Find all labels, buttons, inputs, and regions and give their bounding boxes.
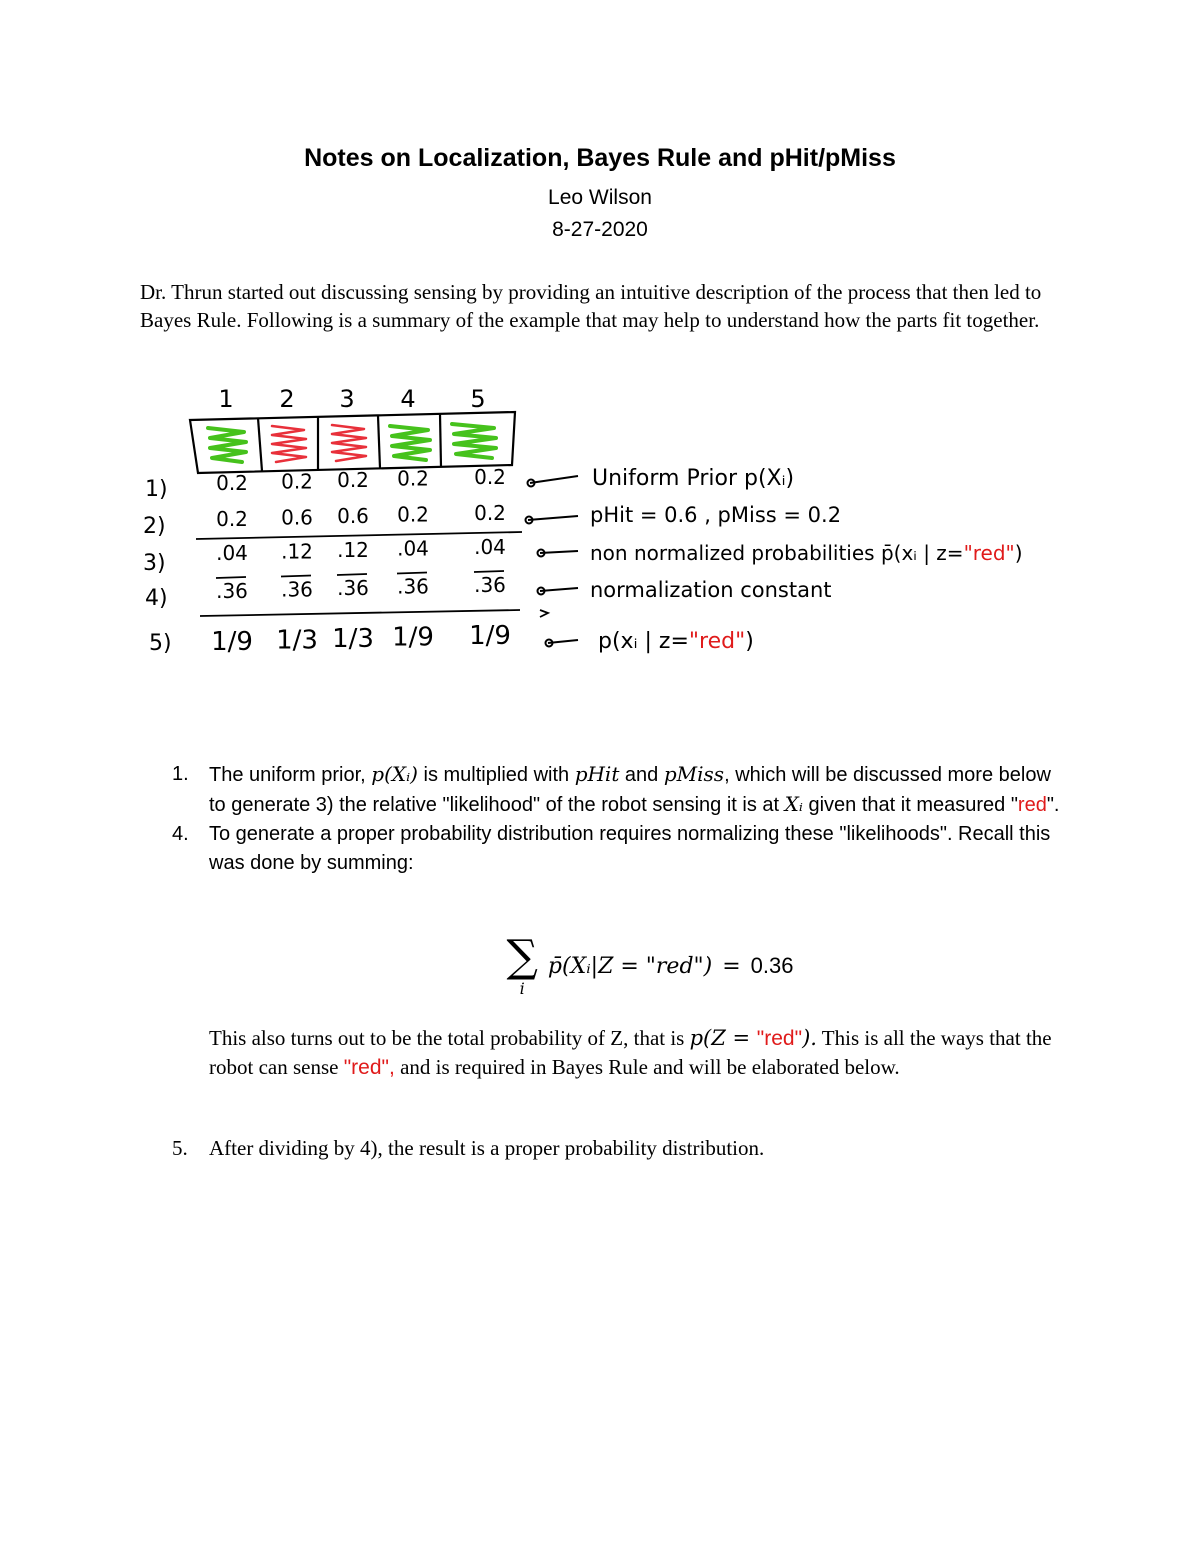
cell-divider	[378, 416, 380, 468]
sketch-value: .36	[337, 576, 369, 600]
list-item-text	[209, 760, 1072, 820]
list-item-text: After dividing by 4), the result is a proper probability distribution.	[209, 1136, 765, 1160]
row-note: Uniform Prior p(Xᵢ)	[592, 466, 795, 491]
text-run: The uniform prior,	[209, 764, 372, 786]
list-number: 4.	[172, 823, 189, 845]
numbered-list	[172, 760, 1072, 878]
green-cell-scribble	[208, 428, 246, 462]
math-phit: pHit	[574, 762, 620, 786]
arrow	[540, 551, 578, 553]
red-word: "red"	[756, 1027, 803, 1050]
sketch-value: 1/9	[211, 627, 253, 657]
sketch-value: 0.2	[397, 466, 429, 491]
row-label: 3)	[143, 551, 166, 576]
sketch-value: 0.2	[216, 471, 248, 495]
list-number: 5.	[172, 1136, 188, 1160]
text-run: given that it measured "	[802, 794, 1018, 816]
list-item-text: To generate a proper probability distribution requires normalizing these "likelihoods". Recall this was done by summing:	[209, 823, 1051, 874]
arrow	[530, 476, 578, 483]
green-cell-scribble	[390, 426, 430, 460]
cell-number: 2	[279, 385, 295, 413]
document-date: 8-27-2020	[552, 218, 648, 241]
list-item-1	[172, 760, 1072, 820]
math-p-xi: p(Xᵢ)	[371, 762, 418, 786]
red-cell-scribble	[332, 425, 366, 461]
sketch-value: .36	[281, 577, 313, 602]
row-label: 1)	[145, 477, 168, 502]
red-word: "red",	[343, 1056, 395, 1079]
list-item-5	[172, 1134, 1072, 1162]
sketch-value: .04	[397, 536, 429, 561]
handwritten-diagram	[0, 370, 1200, 680]
sketch-value: 0.6	[337, 504, 369, 528]
sketch-value: .36	[474, 573, 506, 597]
sigma-block	[506, 931, 538, 998]
intro-paragraph: Dr. Thrun started out discussing sensing by providing an intuitive description of the process that then led to Bayes Rule. Following is a summary of the example that may help to understand how the parts fit together.	[140, 280, 1042, 332]
sketch-value: 1/9	[392, 622, 434, 653]
text-run: and is required in Bayes Rule and will be elaborated below.	[394, 1055, 900, 1079]
math-p-z: p(Z =	[689, 1026, 757, 1050]
equation-value: 0.36	[750, 953, 794, 978]
separator-line	[200, 610, 520, 616]
sketch-value: 0.2	[397, 502, 429, 527]
row-arrows	[526, 476, 579, 647]
overline-mark	[474, 571, 504, 572]
sketch-value: .12	[337, 538, 369, 562]
row-notes	[590, 466, 1023, 654]
cell-number: 5	[470, 385, 486, 413]
math-xi: Xᵢ	[784, 792, 803, 816]
sigma-subscript: i	[519, 979, 525, 998]
summation-equation	[0, 931, 1200, 1005]
math-close: ).	[802, 1026, 817, 1050]
row-labels	[143, 477, 172, 656]
cell-number: 1	[218, 385, 234, 413]
sketch-value: 0.2	[337, 468, 369, 492]
text-run: , which will be discussed more below to generate 3) the relative "likelihood" of the robot sensing it is at	[209, 764, 1051, 816]
cell-fills	[208, 424, 496, 462]
equation-expression: p̄(Xᵢ|Z = "red")	[547, 953, 713, 979]
text-run: ".	[1046, 794, 1060, 816]
row-note: pHit = 0.6 , pMiss = 0.2	[590, 503, 842, 527]
cell-number: 4	[400, 385, 416, 413]
cell-divider	[258, 418, 262, 471]
red-word: red	[1017, 794, 1047, 816]
cell-divider	[440, 414, 441, 467]
value-grid	[211, 465, 511, 657]
total-probability-paragraph	[209, 1024, 1069, 1082]
row-label: 5)	[149, 631, 172, 656]
text-run: This is all the ways that the robot can sense	[209, 1026, 1052, 1079]
sketch-value: .36	[216, 579, 248, 603]
red-cell-scribble	[272, 426, 306, 462]
overline-mark	[397, 573, 427, 574]
sketch-value: 0.2	[474, 465, 506, 489]
sketch-value: 1/3	[276, 625, 318, 656]
sketch-value: 0.2	[216, 507, 248, 531]
row-note: non normalized probabilities p̄(xᵢ | z="red")	[590, 541, 1023, 565]
author-name: Leo Wilson	[548, 186, 652, 209]
overline-mark	[337, 574, 367, 575]
sketch-value: 0.2	[281, 469, 313, 494]
sketch-value: 1/9	[469, 621, 511, 651]
sketch-value: 0.6	[281, 505, 313, 530]
math-pmiss: pMiss	[663, 762, 725, 786]
text-run: is multiplied with	[417, 764, 575, 786]
text-run: This also turns out to be the total probability of Z, that is	[209, 1026, 690, 1050]
row-note: normalization constant	[590, 578, 832, 602]
list-item-4	[172, 820, 1072, 878]
row-note: p(xᵢ | z="red")	[598, 629, 754, 654]
cell-number: 3	[339, 385, 355, 413]
arrow-tip	[540, 610, 548, 617]
row-label: 4)	[145, 586, 168, 611]
sketch-value: 1/3	[332, 624, 374, 654]
arrow	[528, 516, 578, 520]
sketch-value: .04	[474, 535, 506, 559]
overline-mark	[216, 577, 246, 578]
list-number: 1.	[172, 763, 189, 785]
sigma-symbol: ∑	[506, 931, 538, 982]
document-title: Notes on Localization, Bayes Rule and pHit/pMiss	[304, 144, 896, 172]
sketch-value: 0.2	[474, 501, 506, 525]
arrow	[540, 588, 578, 591]
sketch-value: .12	[281, 539, 313, 564]
sketch-value: .36	[397, 574, 429, 599]
cell-number-row	[218, 385, 485, 413]
text-run: and	[619, 764, 664, 786]
equation-equals: =	[722, 953, 741, 979]
overline-mark	[281, 576, 311, 577]
sketch-value: .04	[216, 541, 248, 565]
row-label: 2)	[143, 514, 166, 539]
green-cell-scribble	[452, 424, 496, 458]
